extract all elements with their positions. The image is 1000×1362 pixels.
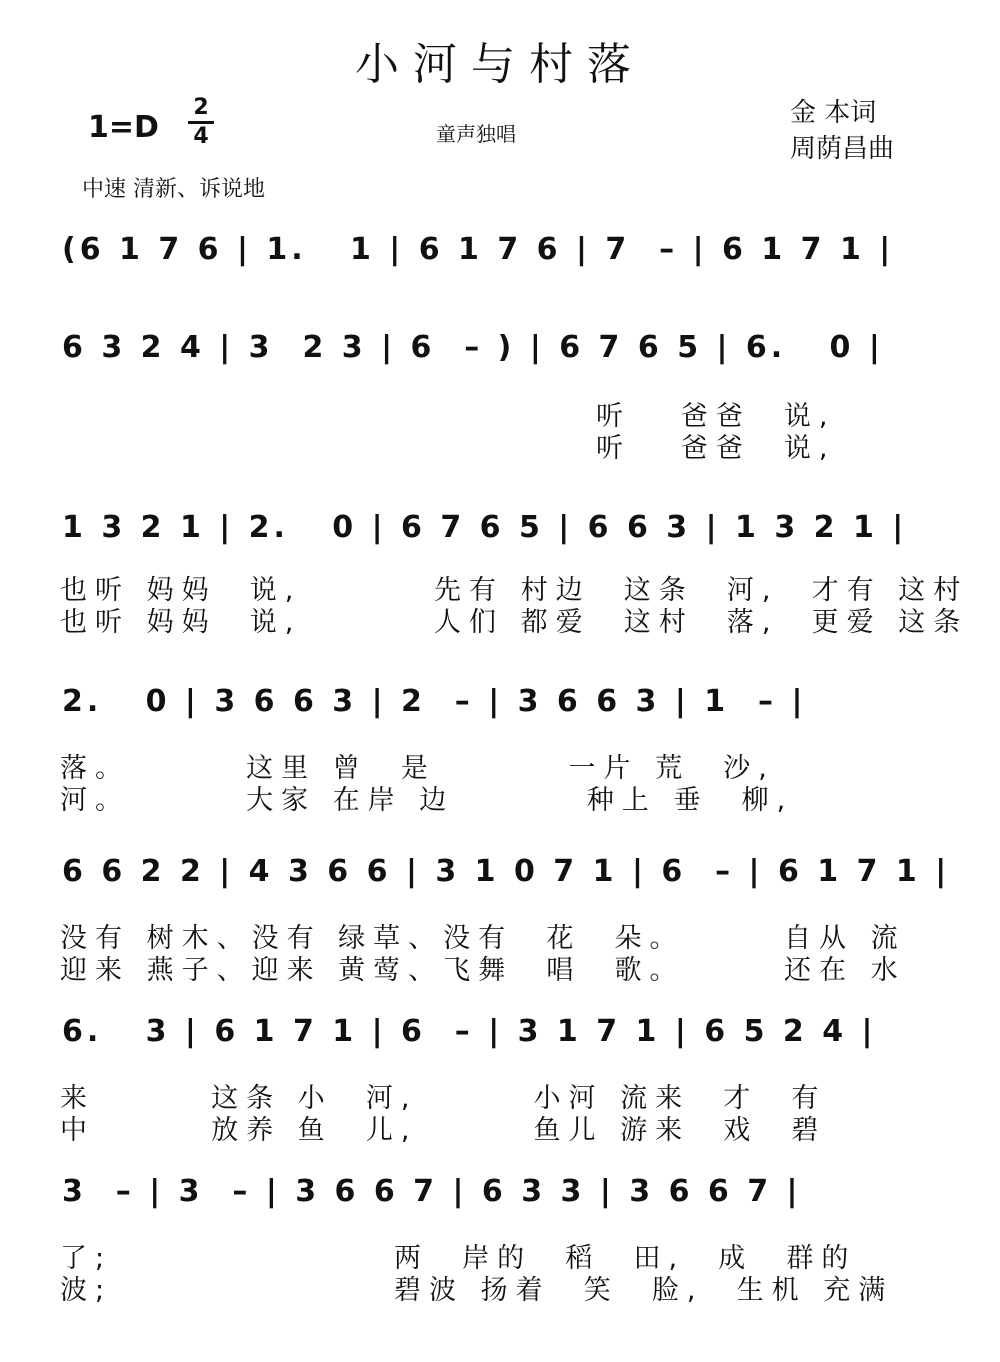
lyrics-verse-1: 听 爸爸 说, [596,401,836,432]
lyrics-verse-1: 也听 妈妈 说, 先有 村边 这条 河, 才有 这村 [60,575,969,606]
lyrics-verse-2: 波; 碧波 扬着 笑 脸, 生机 充满 [60,1275,894,1306]
score-system-3 [0,510,1000,670]
time-signature-top: 2 [193,95,209,120]
lyrics-verse-2: 迎来 燕子、迎来 黄莺、飞舞 唱 歌。 还在 水 [60,955,906,986]
score-system-2 [0,330,1000,490]
notes-line: 6 3 2 4 | 3 2 3 | 6 – ) | 6 7 6 5 | 6. 0 | [62,330,884,365]
notes-line: (6 1 7 6 | 1. 1 | 6 1 7 6 | 7 – | 6 1 7 1 | [62,232,895,267]
time-signature-bottom: 4 [193,124,209,149]
lyrics-verse-2: 听 爸爸 说, [596,433,836,464]
composer-credit: 周荫昌曲 [790,134,895,164]
lyrics-verse-2: 河。 大家 在岸 边 种上 垂 柳, [60,785,794,816]
tempo-marking: 中速 清新、诉说地 [82,177,265,202]
lyrics-verse-1: 了; 两 岸的 稻 田, 成 群的 [60,1243,857,1274]
score-system-5 [0,854,1000,1014]
song-title: 小河与村落 [355,39,645,90]
score-system-6 [0,1014,1000,1174]
lyrics-verse-1: 落。 这里 曾 是 一片 荒 沙, [60,753,775,784]
notes-line: 2. 0 | 3 6 6 3 | 2 – | 3 6 6 3 | 1 – | [62,684,807,719]
lyricist-credit: 金 本词 [790,98,877,128]
notes-line: 1 3 2 1 | 2. 0 | 6 7 6 5 | 6 6 3 | 1 3 2 1 | [62,510,908,545]
score-system-4 [0,684,1000,844]
performance-type: 童声独唱 [436,122,516,146]
lyrics-verse-2: 也听 妈妈 说, 人们 都爱 这村 落, 更爱 这条 [60,607,969,638]
lyrics-verse-1: 来 这条 小 河, 小河 流来 才 有 [60,1083,827,1114]
score-system-7 [0,1174,1000,1334]
notes-line: 3 – | 3 – | 3 6 6 7 | 6 3 3 | 3 6 6 7 | [62,1174,802,1209]
lyrics-verse-1: 没有 树木、没有 绿草、没有 花 朵。 自从 流 [60,923,906,954]
notes-line: 6. 3 | 6 1 7 1 | 6 – | 3 1 7 1 | 6 5 2 4 | [62,1014,877,1049]
time-signature [186,96,216,149]
key-signature: 1=D [88,110,159,145]
lyrics-verse-2: 中 放养 鱼 儿, 鱼儿 游来 戏 碧 [60,1115,827,1146]
notes-line: 6 6 2 2 | 4 3 6 6 | 3 1 0 7 1 | 6 – | 6 1 7 1 | [62,854,951,889]
